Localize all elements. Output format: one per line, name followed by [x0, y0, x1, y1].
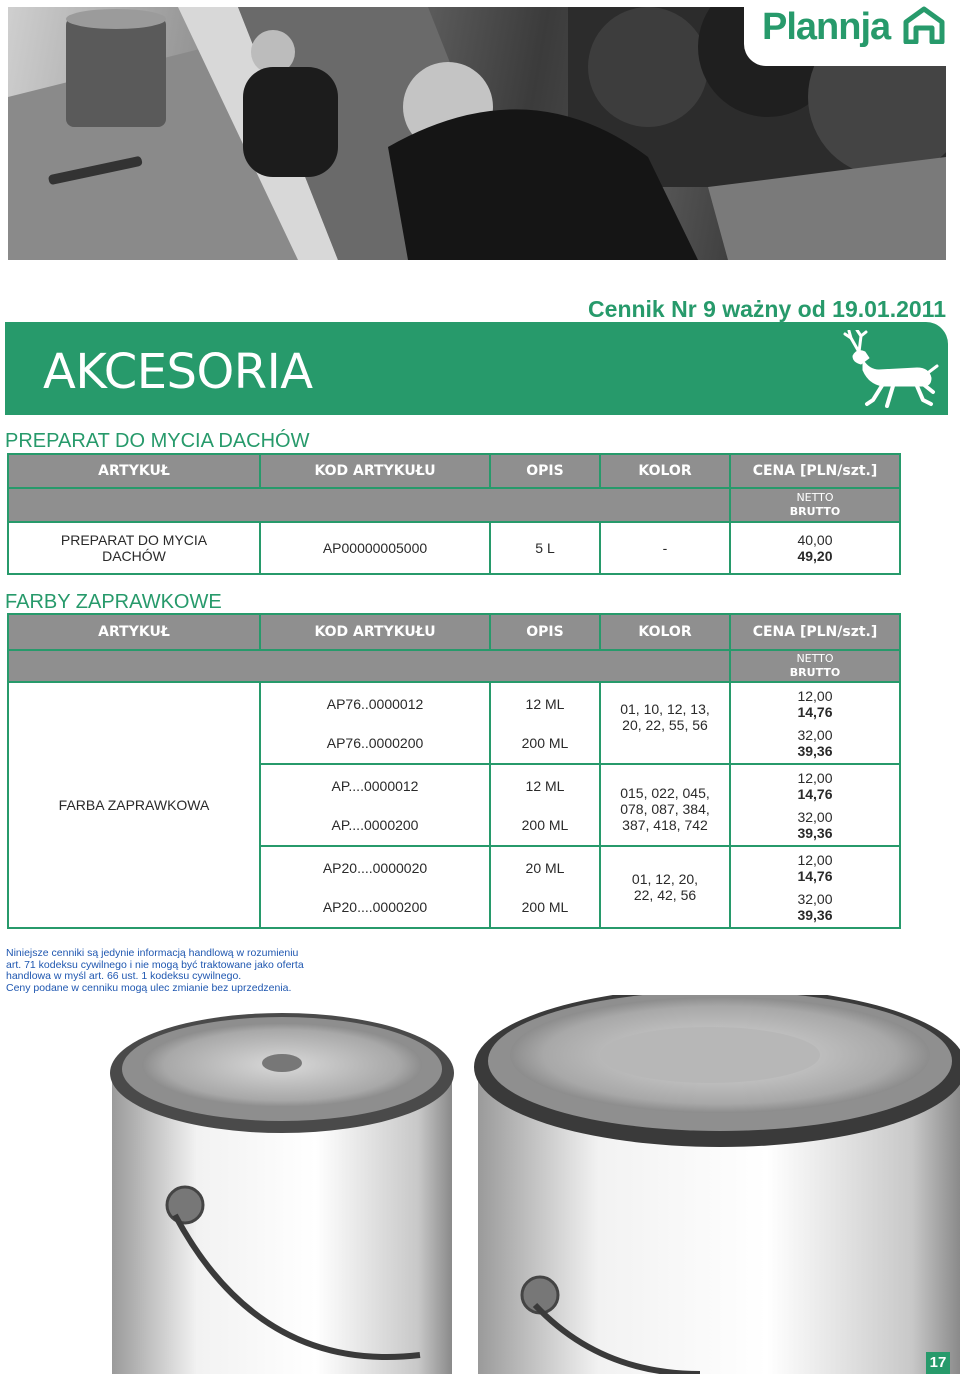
- opis-item: 200 ML: [521, 898, 569, 915]
- header-spacer: [8, 488, 730, 522]
- netto-label: NETTO: [796, 491, 834, 504]
- cell-price: [730, 764, 900, 846]
- cell-opis: [490, 682, 600, 764]
- col-header-cena: CENA [PLN/szt.]: [730, 454, 900, 488]
- kod-item: AP....0000012: [331, 777, 419, 794]
- disclaimer-line: Niniejsze cenniki są jedynie informacją handlową w rozumieniu: [6, 947, 299, 959]
- col-header-kod: KOD ARTYKUŁU: [260, 614, 490, 650]
- price-netto: 40,00: [797, 532, 833, 548]
- opis-item: 20 ML: [525, 859, 565, 876]
- cell-artykul: PREPARAT DO MYCIA DACHÓW: [8, 522, 260, 574]
- house-logo-icon: [902, 6, 946, 44]
- price-pair: [731, 891, 899, 923]
- price-netto: 12,00: [797, 769, 833, 786]
- opis-item: 12 ML: [525, 777, 565, 794]
- cell-kod: AP00000005000: [260, 522, 490, 574]
- cell-opis: 5 L: [490, 522, 600, 574]
- cleaner-table: [7, 453, 901, 575]
- cell-kolor: 01, 12, 20, 22, 42, 56: [600, 846, 730, 928]
- opis-item: 12 ML: [525, 695, 565, 712]
- col-header-opis: OPIS: [490, 614, 600, 650]
- disclaimer-line: Ceny podane w cenniku mogą ulec zmianie bez uprzedzenia.: [6, 981, 292, 994]
- kod-item: AP76..0000012: [326, 695, 424, 712]
- section-title-touchup-paints: FARBY ZAPRAWKOWE: [5, 591, 222, 613]
- cell-kod: [260, 682, 490, 764]
- paint-cans-photo: [0, 995, 960, 1374]
- price-brutto: 39,36: [797, 824, 833, 841]
- cell-kod: [260, 846, 490, 928]
- disclaimer-line: art. 71 kodeksu cywilnego i nie mogą być traktowane jako oferta: [6, 958, 304, 971]
- cell-price: [730, 522, 900, 574]
- brutto-label: BRUTTO: [789, 505, 841, 518]
- plannja-logo: Plannja: [762, 6, 891, 48]
- cell-price: [730, 682, 900, 764]
- col-header-netto-brutto: [730, 488, 900, 522]
- reindeer-icon: [839, 330, 939, 408]
- kod-item: AP20....0000200: [322, 898, 428, 915]
- price-brutto: 49,20: [797, 548, 833, 564]
- cell-kolor: 01, 10, 12, 13, 20, 22, 55, 56: [600, 682, 730, 764]
- price-pair: [731, 809, 899, 841]
- disclaimer-line: handlowa w myśl art. 66 ust. 1 kodeksu cywilnego.: [6, 970, 242, 982]
- price-brutto: 39,36: [797, 906, 833, 923]
- header-spacer: [8, 650, 730, 682]
- kod-item: AP....0000200: [331, 816, 419, 833]
- cell-kod: [260, 764, 490, 846]
- netto-label: NETTO: [796, 652, 834, 665]
- cell-artykul: FARBA ZAPRAWKOWA: [8, 682, 260, 928]
- large-paint-can: [474, 995, 960, 1374]
- price-brutto: 14,76: [797, 867, 833, 884]
- col-header-netto-brutto: [730, 650, 900, 682]
- price-list-validity: Cennik Nr 9 ważny od 19.01.2011: [588, 296, 946, 322]
- col-header-opis: OPIS: [490, 454, 600, 488]
- banner-title: AKCESORIA: [43, 344, 313, 400]
- category-banner: [5, 322, 948, 415]
- price-netto: 32,00: [797, 808, 833, 825]
- kod-item: AP76..0000200: [326, 734, 424, 751]
- touchup-paint-table: [7, 613, 901, 929]
- price-netto: 12,00: [797, 851, 833, 868]
- small-paint-can: [110, 1013, 454, 1374]
- legal-disclaimer: [6, 948, 326, 994]
- price-pair: [731, 688, 899, 720]
- price-netto: 32,00: [797, 890, 833, 907]
- cell-opis: [490, 846, 600, 928]
- cell-kolor: 015, 022, 045, 078, 087, 384, 387, 418, 742: [600, 764, 730, 846]
- col-header-kolor: KOLOR: [600, 614, 730, 650]
- kod-item: AP20....0000020: [322, 859, 428, 876]
- opis-item: 200 ML: [521, 816, 569, 833]
- section-title-cleaner: PREPARAT DO MYCIA DACHÓW: [5, 430, 310, 452]
- opis-item: 200 ML: [521, 734, 569, 751]
- cell-opis: [490, 764, 600, 846]
- col-header-kod: KOD ARTYKUŁU: [260, 454, 490, 488]
- col-header-cena: CENA [PLN/szt.]: [730, 614, 900, 650]
- col-header-artykul: ARTYKUŁ: [8, 614, 260, 650]
- cell-kolor: -: [600, 522, 730, 574]
- table-row-group-1: [8, 682, 900, 764]
- price-brutto: 14,76: [797, 703, 833, 720]
- price-brutto: 39,36: [797, 742, 833, 759]
- price-pair: [731, 770, 899, 802]
- col-header-kolor: KOLOR: [600, 454, 730, 488]
- price-netto: 32,00: [797, 726, 833, 743]
- brutto-label: BRUTTO: [789, 666, 841, 679]
- table-row: [8, 522, 900, 574]
- page-number: 17: [926, 1352, 950, 1374]
- price-brutto: 14,76: [797, 785, 833, 802]
- cell-price: [730, 846, 900, 928]
- col-header-artykul: ARTYKUŁ: [8, 454, 260, 488]
- price-netto: 12,00: [797, 687, 833, 704]
- price-pair: [731, 852, 899, 884]
- price-pair: [731, 727, 899, 759]
